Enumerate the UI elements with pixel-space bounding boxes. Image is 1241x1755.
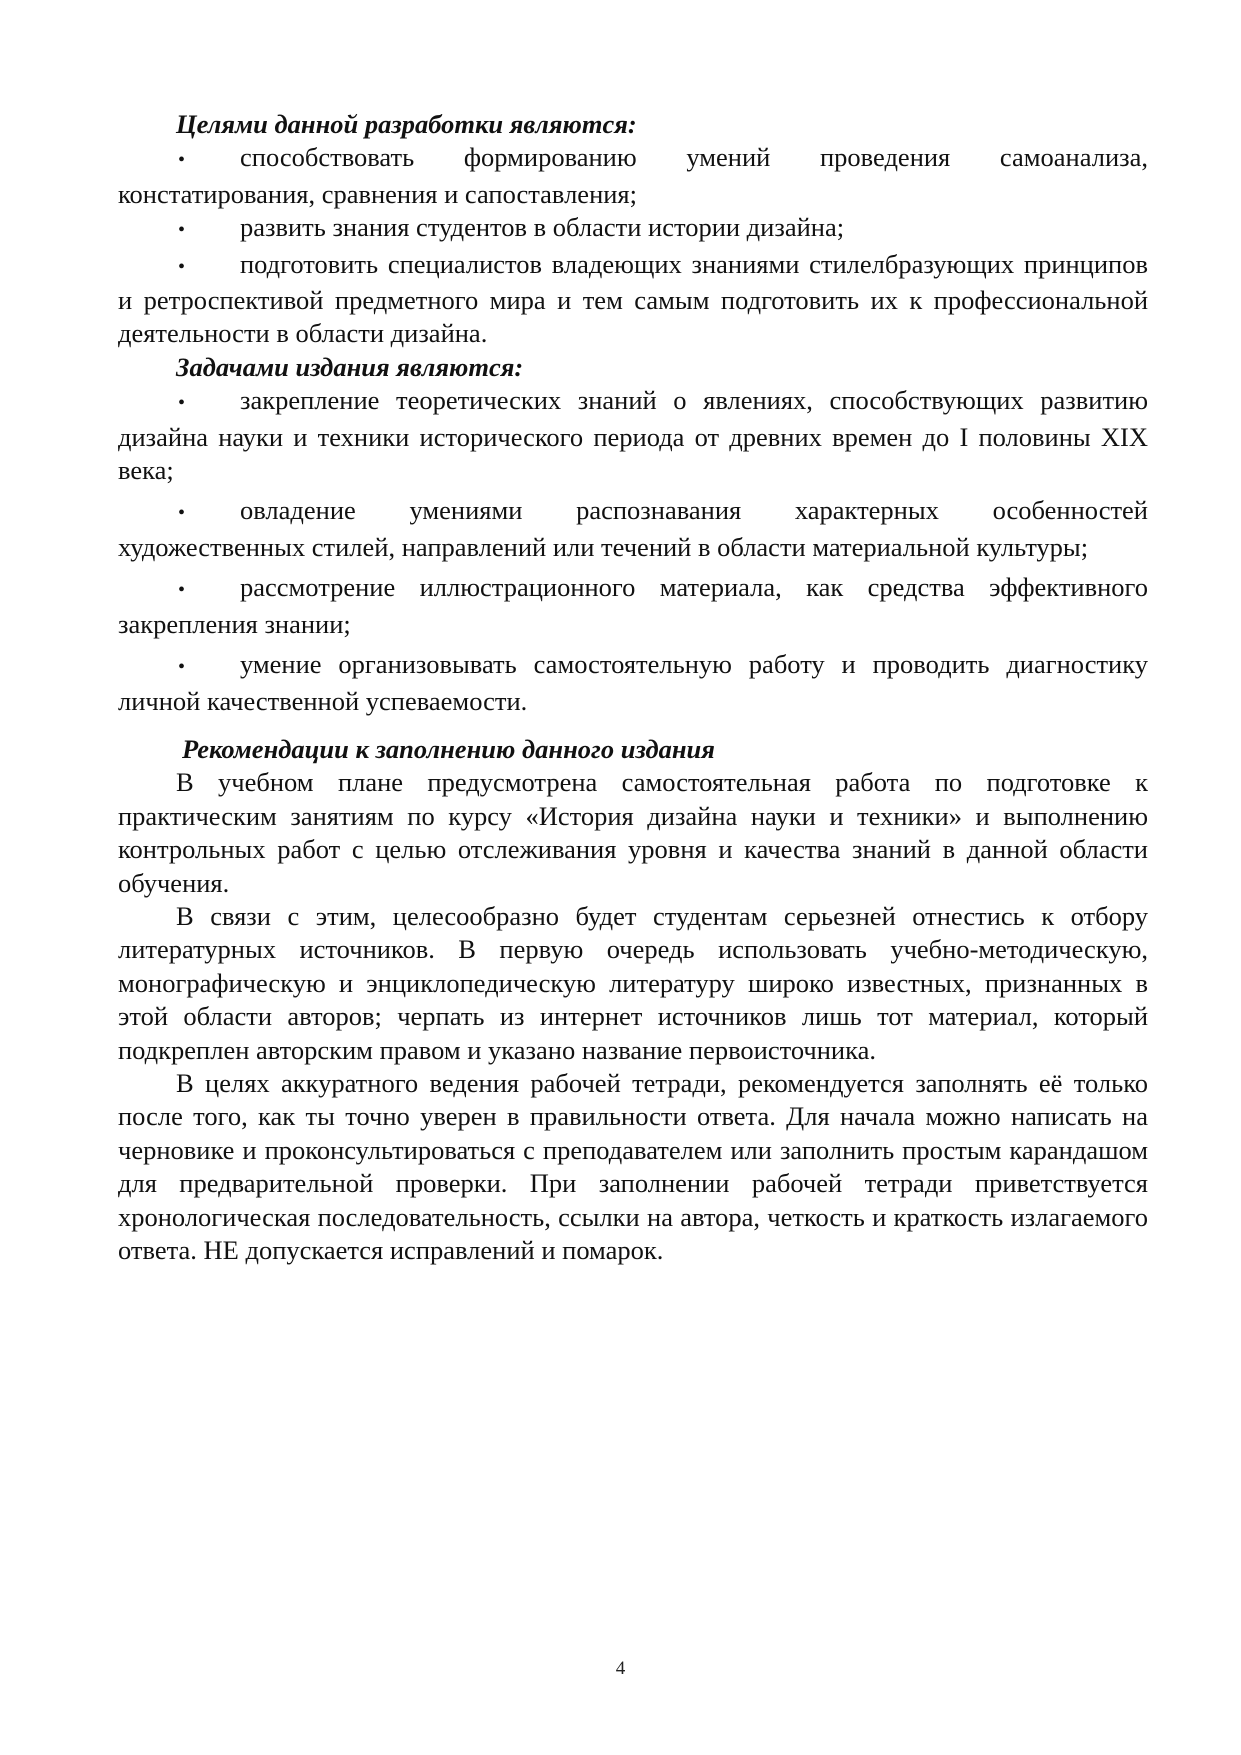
tasks-item [118,384,1148,487]
goals-item-text: подготовить специалистов владеющих знаниями стилелбразующих принципов и ретроспективой предметного мира и тем самым подготовить их к профессиональной деятельности в области дизайна. [118,248,1148,349]
tasks-item-text: рассмотрение иллюстрационного материала, как средства эффективного закрепления знании; [118,572,1148,639]
goals-item [118,141,1148,211]
bullet-icon: • [178,219,186,242]
bullet-icon: • [178,656,186,679]
goals-item-text: развить знания студентов в области истории дизайна; [240,212,845,243]
tasks-item [118,494,1148,564]
bullet-icon: • [178,502,186,525]
goals-item [118,248,1148,351]
bullet-icon: • [178,149,186,172]
goals-item [118,211,1148,247]
recommendations-paragraph: В учебном плане предусмотрена самостоятельная работа по подготовке к практическим занятиям по курсу «История дизайна науки и техники» и выполнению контрольных работ с целью отслеживания уровня и качества знаний в данной области обучения. [118,767,1148,898]
bullet-icon: • [178,392,186,415]
tasks-item-text: умение организовывать самостоятельную работу и проводить диагностику личной качественной успеваемости. [118,649,1148,716]
recommendations-paragraph: В целях аккуратного ведения рабочей тетради, рекомендуется заполнять её только после того, как ты точно уверен в правильности ответа. Для начала можно написать на черновике и проконсультироваться с преподавателем или заполнить простым карандашом для предварительной проверки. При заполнении рабочей тетради приветствуется хронологическая последовательность, ссылки на автора, четкость и краткость излагаемого ответа. НЕ допускается исправлений и помарок. [118,1067,1148,1265]
bullet-icon: • [178,255,186,278]
recommendations-heading: Рекомендации к заполнению данного издания [182,733,715,764]
page-number: 4 [615,1658,626,1679]
recommendations-paragraph: В связи с этим, целесообразно будет студентам серьезней отнестись к отбору литературных источников. В первую очередь использовать учебно-методическую, монографическую и энциклопедическую литературу широко известных, признанных в этой области авторов; черпать из интернет источников лишь тот материал, который подкреплен авторским правом и указано название первоисточника. [118,900,1148,1065]
tasks-item-text: овладение умениями распознавания характерных особенностей художественных стилей, направлений или течений в области материальной культуры; [118,495,1148,562]
document-page [118,108,1148,1267]
tasks-item-text: закрепление теоретических знаний о явлениях, способствующих развитию дизайна науки и техники исторического периода от древних времен до I половины XIX века; [118,385,1148,486]
goals-item-text: способствовать формированию умений проведения самоанализа, констатирования, сравнения и сапоставления; [118,142,1148,209]
tasks-heading: Задачами издания являются: [176,351,524,382]
tasks-item [118,571,1148,641]
bullet-icon: • [178,579,186,602]
goals-heading: Целями данной разработки являются: [176,109,637,139]
tasks-item [118,648,1148,718]
